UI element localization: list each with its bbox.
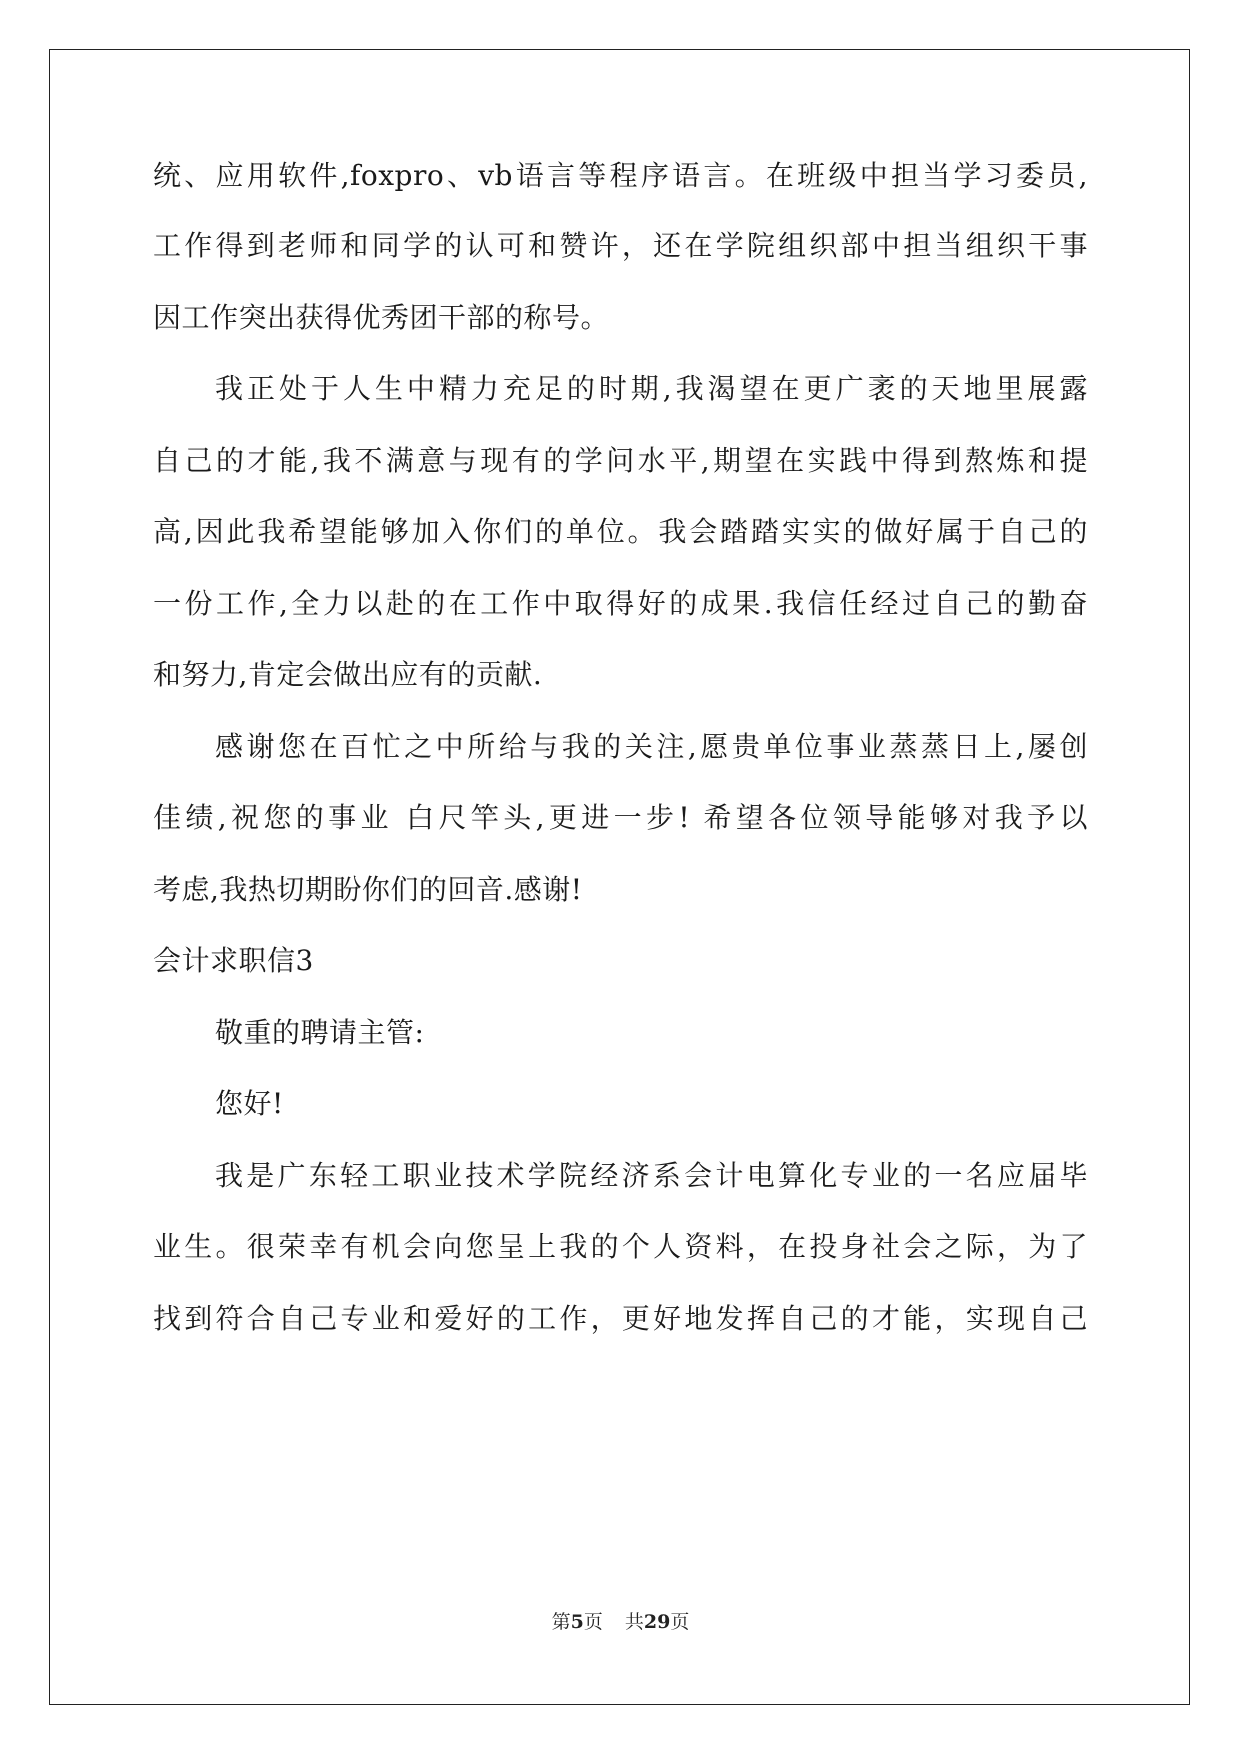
body-line: 因工作突出获得优秀团干部的称号。 [153,301,610,334]
total-pages: 29 [643,1611,671,1633]
body-line: 考虑,我热切期盼你们的回音.感谢! [153,873,583,906]
body-line: 自己的才能,我不满意与现有的学问水平,期望在实践中得到熬炼和提 [153,444,1088,477]
page-footer [0,1607,1241,1634]
salutation: 敬重的聘请主管: [215,1016,425,1049]
body-line: 业生。很荣幸有机会向您呈上我的个人资料，在投身社会之际，为了 [153,1230,1088,1263]
paragraph-first-line: 我正处于人生中精力充足的时期,我渴望在更广袤的天地里展露 [215,372,1088,405]
section-heading: 会计求职信3 [153,944,314,977]
page-number: 5 [570,1611,584,1633]
page-suffix: 页 [583,1611,603,1633]
greeting: 您好! [215,1087,284,1120]
body-line: 找到符合自己专业和爱好的工作，更好地发挥自己的才能，实现自己 [153,1302,1088,1335]
body-line: 高,因此我希望能够加入你们的单位。我会踏踏实实的做好属于自己的 [153,515,1088,548]
total-suffix: 页 [670,1611,690,1633]
body-line: 一份工作,全力以赴的在工作中取得好的成果.我信任经过自己的勤奋 [153,587,1088,620]
paragraph-first-line: 我是广东轻工职业技术学院经济系会计电算化专业的一名应届毕 [215,1159,1088,1192]
page-prefix: 第 [551,1611,571,1633]
body-line: 工作得到老师和同学的认可和赞许，还在学院组织部中担当组织干事 [153,229,1088,262]
body-line: 统、应用软件,foxpro、vb语言等程序语言。在班级中担当学习委员, [153,159,1088,192]
paragraph-first-line: 感谢您在百忙之中所给与我的关注,愿贵单位事业蒸蒸日上,屡创 [215,730,1088,763]
body-line: 佳绩,祝您的事业 白尺竿头,更进一步! 希望各位领导能够对我予以 [153,801,1088,834]
body-line: 和努力,肯定会做出应有的贡献. [153,658,543,691]
total-prefix: 共 [624,1611,644,1633]
